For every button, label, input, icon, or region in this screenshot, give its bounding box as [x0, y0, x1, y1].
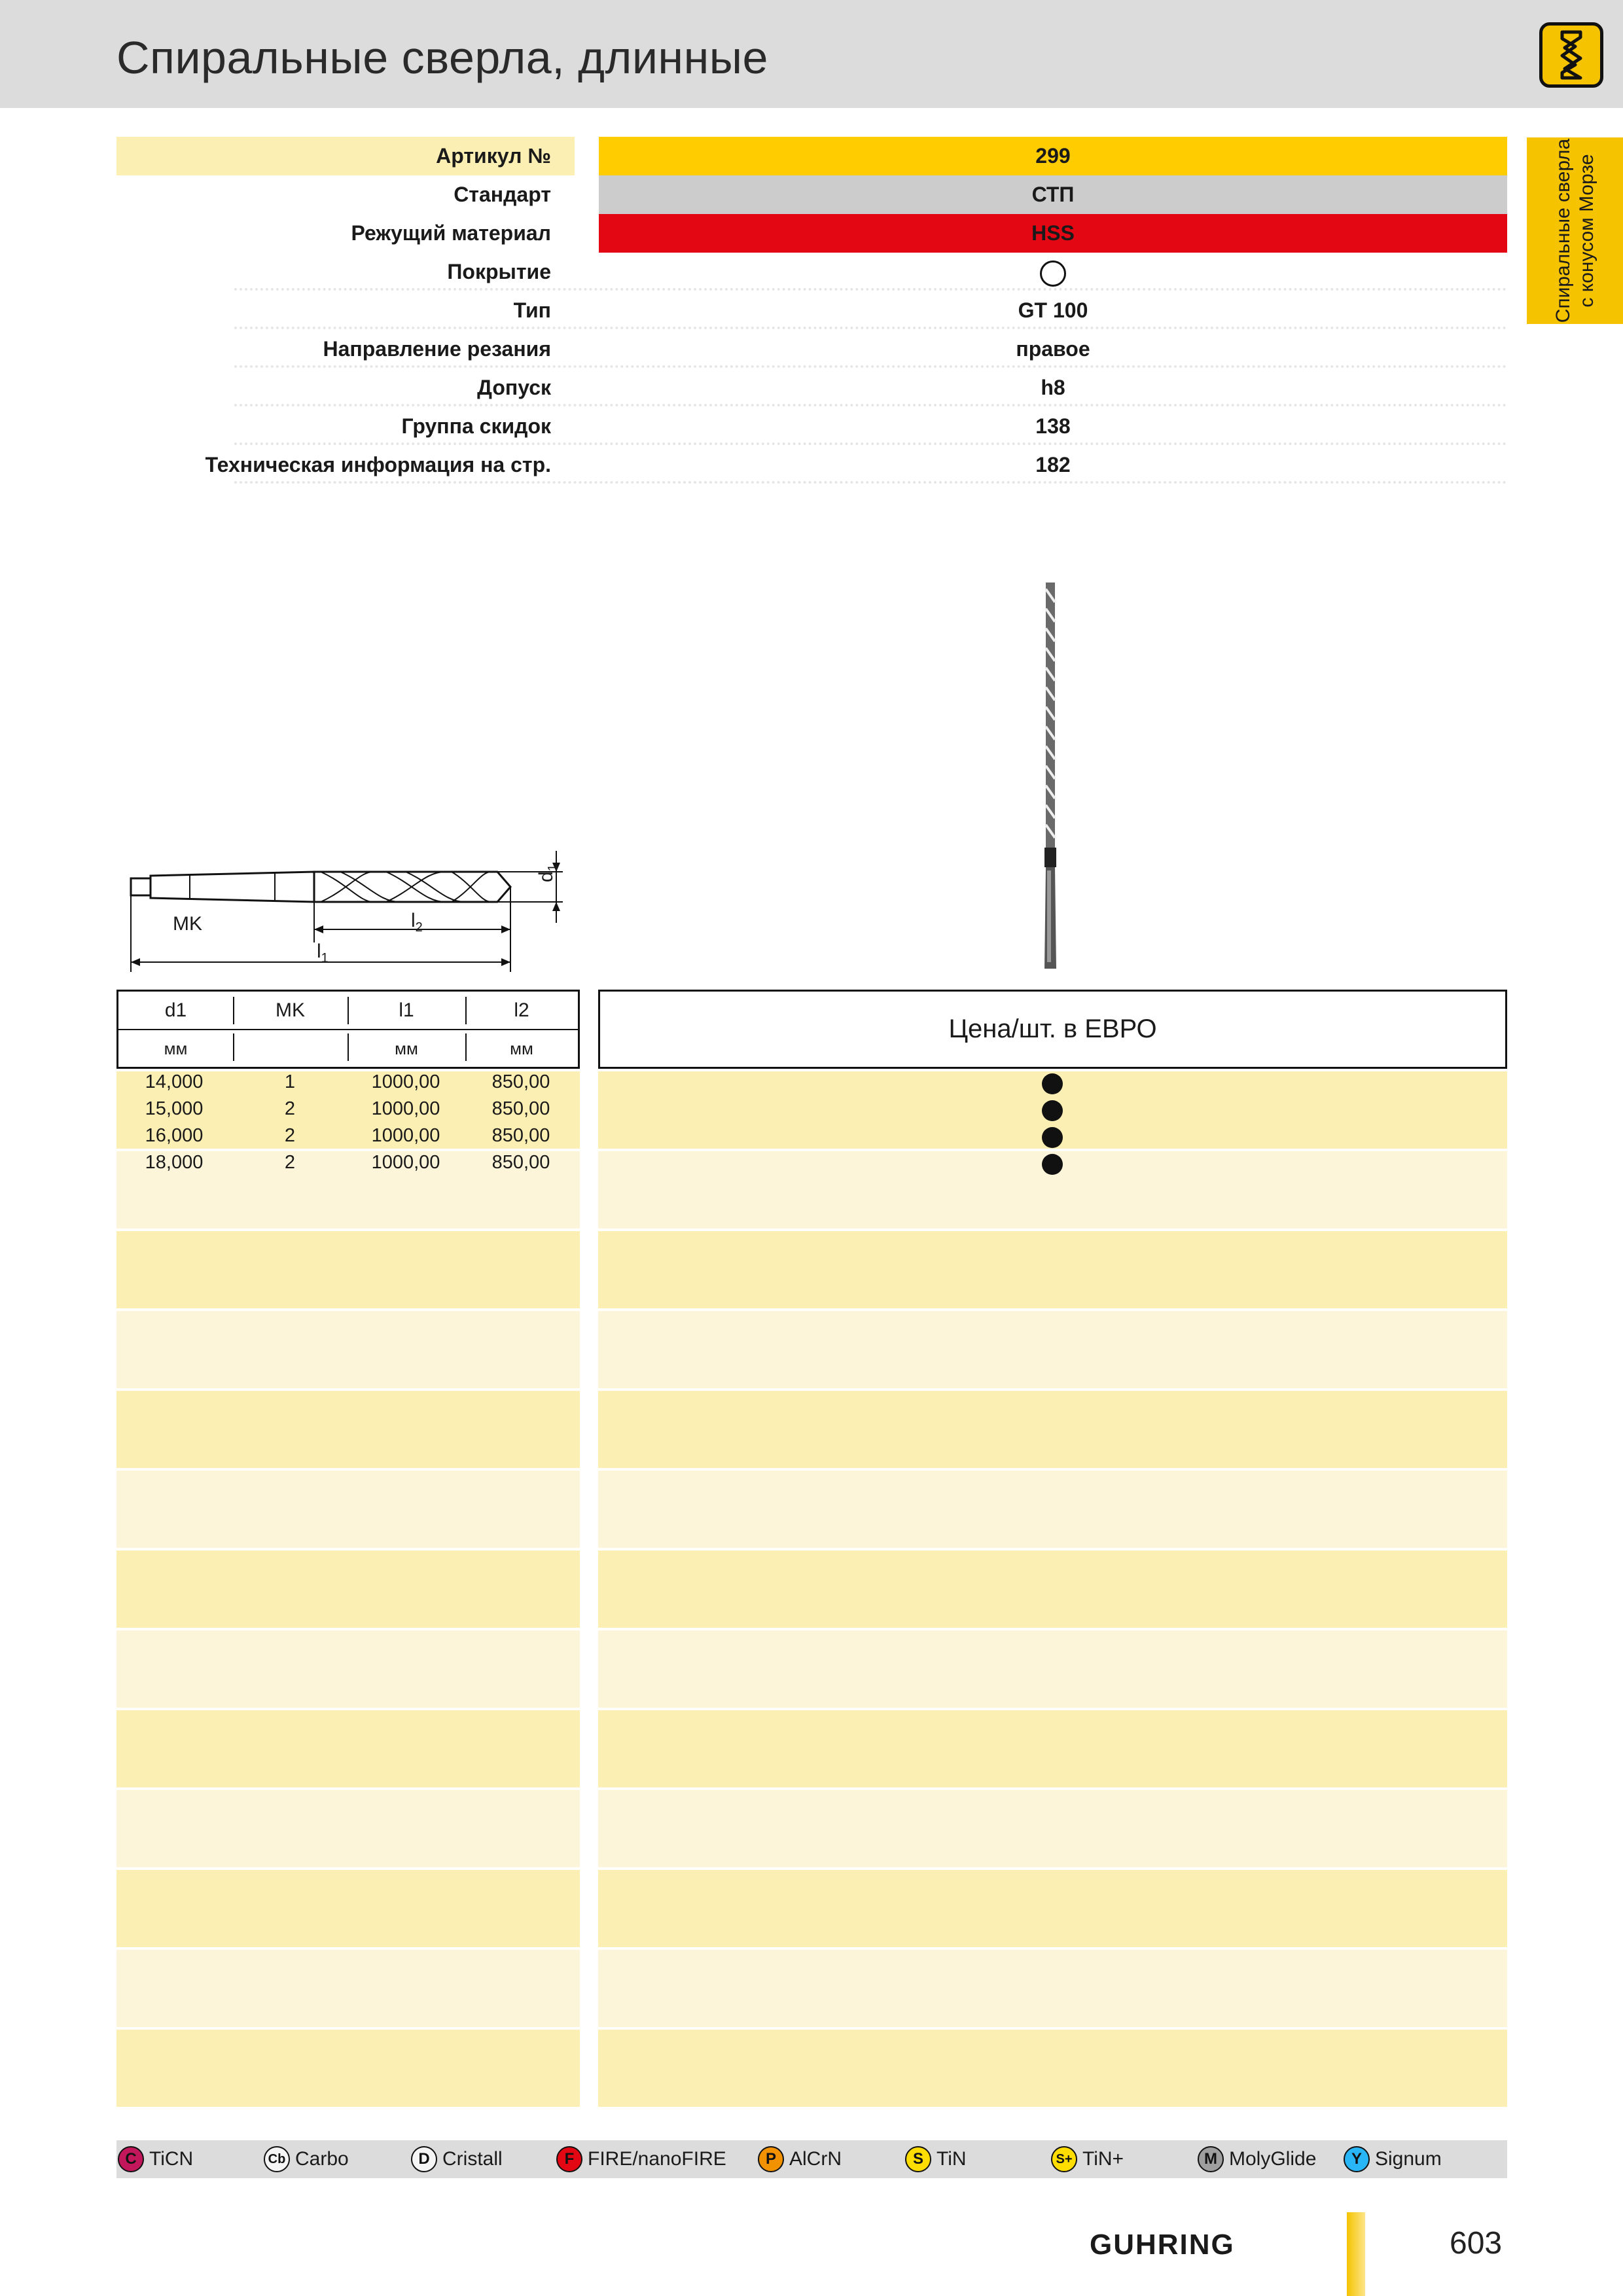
coating-m-icon: M: [1198, 2146, 1224, 2172]
drill-dimension-drawing: [124, 844, 582, 975]
cell-l1: 1000,00: [371, 1152, 440, 1173]
table-row[interactable]: [116, 1098, 580, 1127]
coating-cb-icon: Cb: [264, 2146, 290, 2172]
open-circle-icon: [1040, 260, 1066, 287]
table-stripe: [598, 2030, 1507, 2107]
page-title: Спиральные сверла, длинные: [116, 32, 768, 83]
property-row-type: [116, 291, 1507, 330]
property-value: 299: [599, 137, 1507, 175]
cell-d1: 16,000: [145, 1125, 204, 1146]
property-value: СТП: [599, 175, 1507, 214]
property-row-tech-info-page: [116, 446, 1507, 484]
cell-mk: 1: [284, 1071, 296, 1092]
cell-d1: 14,000: [145, 1071, 204, 1092]
property-value: [599, 253, 1507, 291]
dotted-divider: [234, 404, 1507, 406]
property-row-cutting-material: [116, 214, 1507, 253]
table-header: [116, 990, 580, 1069]
table-stripe: [598, 1950, 1507, 2027]
label-mk: MK: [173, 913, 202, 935]
availability-dot-icon[interactable]: [1042, 1127, 1063, 1148]
legend-item-alcrn: P AlCrN: [758, 2140, 842, 2178]
table-stripe: [598, 1551, 1507, 1628]
cell-l2: 850,00: [491, 1125, 550, 1146]
table-stripe: [598, 1630, 1507, 1708]
table-stripe: [116, 1391, 580, 1468]
legend-item-ticn: C TiCN: [118, 2140, 193, 2178]
table-stripe: [116, 1630, 580, 1708]
property-value: GT 100: [1018, 298, 1088, 322]
side-tab-line-2: с конусом Морзе: [1575, 154, 1597, 308]
dotted-divider: [234, 327, 1507, 329]
header-divider: [118, 1029, 578, 1030]
availability-dot-icon[interactable]: [1042, 1100, 1063, 1121]
property-label: Группа скидок: [401, 414, 551, 438]
property-value: 138: [1035, 414, 1071, 438]
column-header-l2: l2: [514, 999, 529, 1021]
dotted-divider: [234, 442, 1507, 445]
cell-l1: 1000,00: [371, 1071, 440, 1092]
table-stripe: [116, 1311, 580, 1388]
property-row-article: [116, 137, 1507, 175]
cell-mk: 2: [284, 1125, 296, 1146]
coating-f-icon: F: [556, 2146, 582, 2172]
property-value: h8: [1041, 376, 1065, 399]
table-stripe: [116, 1870, 580, 1947]
column-header-l1: l1: [399, 999, 414, 1021]
coating-p-icon: P: [758, 2146, 784, 2172]
property-row-tolerance: [116, 368, 1507, 407]
property-label: Покрытие: [447, 260, 551, 283]
label-l2: $l_2$: [411, 910, 423, 935]
label-l1: $l_1$: [317, 941, 329, 965]
unit-d1: мм: [164, 1039, 188, 1058]
table-stripe: [598, 1391, 1507, 1468]
property-row-cutting-direction: [116, 330, 1507, 368]
coating-y-icon: Y: [1344, 2146, 1370, 2172]
table-stripe: [116, 1471, 580, 1548]
coating-d-icon: D: [411, 2146, 437, 2172]
coating-c-icon: C: [118, 2146, 144, 2172]
cell-l2: 850,00: [491, 1152, 550, 1173]
table-stripe: [598, 1311, 1507, 1388]
brand-logo: GUHRING: [1090, 2229, 1235, 2261]
property-value: 182: [1035, 453, 1071, 476]
unit-l1: мм: [395, 1039, 418, 1058]
dotted-divider: [234, 481, 1507, 484]
cell-l2: 850,00: [491, 1071, 550, 1092]
property-value: правое: [1016, 337, 1090, 361]
coating-s-plus-icon: S+: [1051, 2146, 1077, 2172]
legend-item-molyglide: M MolyGlide: [1198, 2140, 1316, 2178]
side-tab-line-1: Спиральные сверла: [1552, 138, 1574, 323]
legend-item-tin: S TiN: [905, 2140, 967, 2178]
legend-item-signum: Y Signum: [1344, 2140, 1442, 2178]
cell-l1: 1000,00: [371, 1098, 440, 1119]
table-row[interactable]: [116, 1152, 580, 1181]
table-stripe: [116, 1551, 580, 1628]
property-label: Тип: [513, 298, 551, 322]
table-stripe: [116, 2030, 580, 2107]
page-number: 603: [1450, 2226, 1503, 2261]
property-row-coating: [116, 253, 1507, 291]
table-stripe: [598, 1471, 1507, 1548]
availability-dot-icon[interactable]: [1042, 1073, 1063, 1094]
table-stripe: [598, 1710, 1507, 1787]
cell-l2: 850,00: [491, 1098, 550, 1119]
unit-l2: мм: [510, 1039, 533, 1058]
drill-logo-icon: [1539, 22, 1603, 88]
cell-mk: 2: [284, 1152, 296, 1173]
table-stripe: [598, 1790, 1507, 1867]
property-label: Артикул №: [436, 144, 551, 168]
coating-s-icon: S: [905, 2146, 931, 2172]
dotted-divider: [234, 288, 1507, 291]
label-d1: $d_1$: [535, 864, 560, 882]
cell-mk: 2: [284, 1098, 296, 1119]
property-label: Техническая информация на стр.: [205, 453, 551, 476]
price-column-header: Цена/шт. в ЕВРО: [598, 990, 1507, 1069]
column-header-mk: MK: [276, 999, 305, 1021]
drill-photo: [1037, 583, 1063, 972]
property-label: Допуск: [477, 376, 551, 399]
property-label: Стандарт: [454, 183, 551, 206]
table-stripe: [598, 1231, 1507, 1308]
property-row-standard: [116, 175, 1507, 214]
table-row[interactable]: [116, 1071, 580, 1100]
table-stripe: [598, 1870, 1507, 1947]
section-side-tab[interactable]: [1527, 137, 1623, 324]
property-label: Направление резания: [323, 337, 551, 361]
legend-item-carbo: Cb Carbo: [264, 2140, 349, 2178]
availability-dot-icon[interactable]: [1042, 1154, 1063, 1175]
table-stripe: [116, 1790, 580, 1867]
column-header-d1: d1: [164, 999, 187, 1021]
cell-l1: 1000,00: [371, 1125, 440, 1146]
footer-accent-bar: [1347, 2212, 1365, 2296]
table-stripe: [116, 1710, 580, 1787]
table-row[interactable]: [116, 1125, 580, 1154]
legend-item-tin-plus: S+ TiN+: [1051, 2140, 1124, 2178]
table-stripe: [116, 1950, 580, 2027]
legend-item-cristall: D Cristall: [411, 2140, 503, 2178]
table-stripe: [116, 1231, 580, 1308]
cell-d1: 15,000: [145, 1098, 204, 1119]
property-value: HSS: [599, 214, 1507, 253]
coating-legend: [116, 2140, 1507, 2178]
legend-item-fire: F FIRE/nanoFIRE: [556, 2140, 726, 2178]
cell-d1: 18,000: [145, 1152, 204, 1173]
property-row-discount-group: [116, 407, 1507, 446]
dotted-divider: [234, 365, 1507, 368]
property-label: Режущий материал: [351, 221, 551, 245]
